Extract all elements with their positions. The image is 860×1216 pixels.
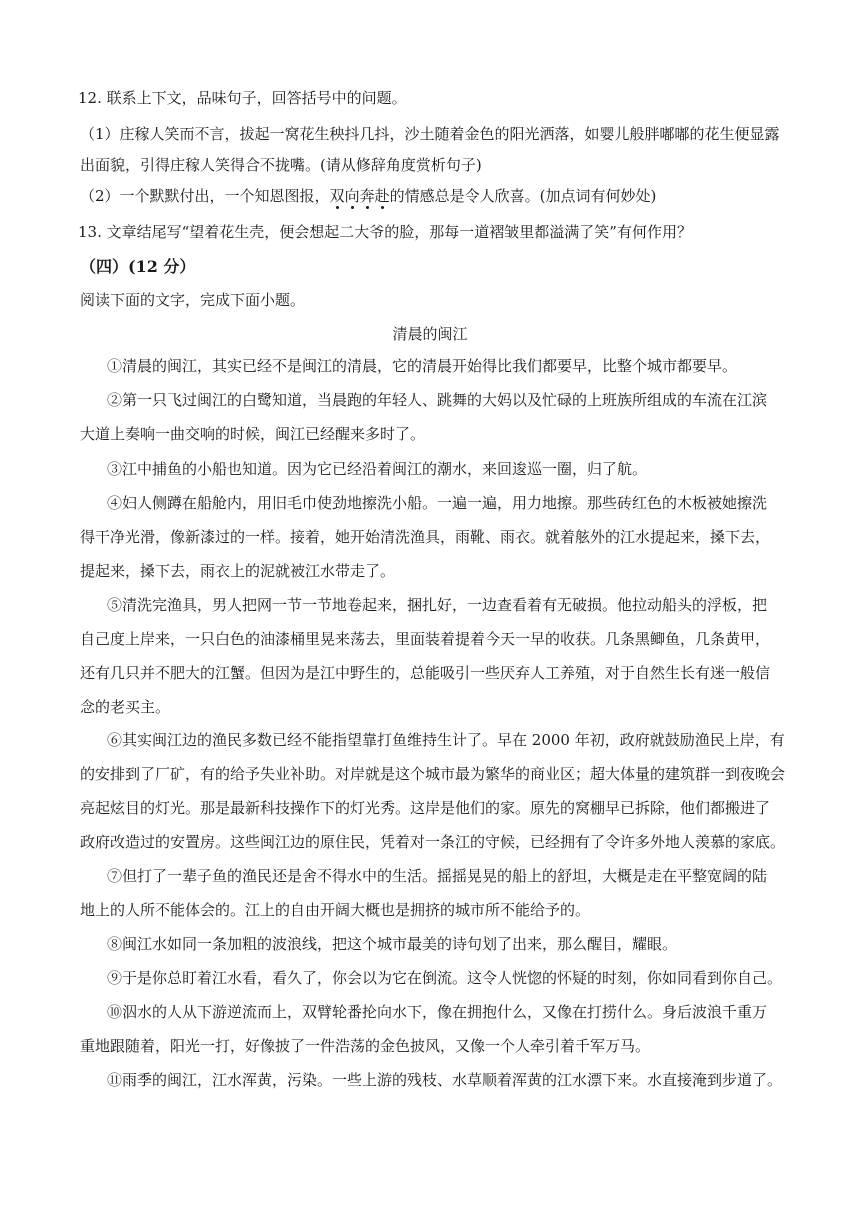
paragraph-2-line2: 大道上奏响一曲交响的时候，闽江已经醒来多时了。 <box>80 425 426 443</box>
paragraph-3: ③江中捕鱼的小船也知道。因为它已经沿着闽江的潮水，来回逡巡一圈，归了航。 <box>107 460 648 478</box>
paragraph-10-line2: 重地跟随着，阳光一打，好像披了一件浩荡的金色披风，又像一个人牵引着千军万马。 <box>80 1037 651 1055</box>
dotted-char: 向 <box>344 187 360 205</box>
paragraph-7-line1: ⑦但打了一辈子鱼的渔民还是舍不得水中的生活。摇摇晃晃的船上的舒坦，大概是走在平整宽阔的陆 <box>107 867 768 885</box>
paragraph-8: ⑧闽江水如同一条加粗的波浪线，把这个城市最美的诗句划了出来，那么醒目，耀眼。 <box>107 935 678 953</box>
paragraph-10-line1: ⑩泅水的人从下游逆流而上，双臂轮番抡向水下，像在拥抱什么，又像在打捞什么。身后波浪千重万 <box>107 1003 768 1021</box>
paragraph-2-line1: ②第一只飞过闽江的白鹭知道，当晨跑的年轻人、跳舞的大妈以及忙碌的上班族所组成的车流在江滨 <box>107 391 768 409</box>
question-12-stem: 12. 联系上下文，品味句子，回答括号中的问题。 <box>78 89 407 107</box>
paragraph-5-line2: 自己度上岸来，一只白色的油漆桶里晃来荡去，里面装着提着今天一早的收获。几条黑鲫鱼，几条黄甲， <box>80 630 771 648</box>
dotted-char: 双 <box>329 187 345 205</box>
paragraph-6-line4: 政府改造过的安置房。这些闽江边的原住民，凭着对一条江的守候，已经拥有了令许多外地人羡慕的家底。 <box>80 833 786 851</box>
question-13-stem: 13. 文章结尾写“望着花生壳，便会想起二大爷的脸，那每一道褶皱里都溢满了笑”有何作用？ <box>78 223 692 241</box>
paragraph-5-line3: 还有几只并不肥大的江蟹。但因为是江中野生的，总能吸引一些厌弃人工养殖，对于自然生长有迷一般信 <box>80 664 771 682</box>
paragraph-6-line2: 的安排到了厂矿，有的给予失业补助。对岸就是这个城市最为繁华的商业区；超大体量的建筑群一到夜晚会 <box>80 765 786 783</box>
question-12-sub2-prefix: （2）一个默默付出，一个知恩图报， <box>80 187 330 205</box>
paragraph-4-line3: 提起来，搡下去，雨衣上的泥就被江水带走了。 <box>80 562 396 580</box>
article-title: 清晨的闽江 <box>392 325 468 343</box>
dotted-char: 奔 <box>359 187 375 205</box>
paragraph-5-line1: ⑤清洗完渔具，男人把网一节一节地卷起来，捆扎好，一边查看着有无破损。他拉动船头的浮板，把 <box>107 596 768 614</box>
paragraph-9: ⑨于是你总盯着江水看，看久了，你会以为它在倒流。这令人恍惚的怀疑的时刻，你如同看到你自己。 <box>107 969 783 987</box>
paragraph-4-line2: 得干净光滑，像新漆过的一样。接着，她开始清洗渔具，雨靴、雨衣。就着舷外的江水提起来，搡下去， <box>80 528 771 546</box>
paragraph-4-line1: ④妇人侧蹲在船舱内，用旧毛巾使劲地擦洗小船。一遍一遍，用力地擦。那些砖红色的木板被她擦洗 <box>107 494 768 512</box>
section-instruction: 阅读下面的文字，完成下面小题。 <box>80 291 306 309</box>
paragraph-7-line2: 地上的人所不能体会的。江上的自由开阔大概也是拥挤的城市所不能给予的。 <box>80 901 591 919</box>
paragraph-1: ①清晨的闽江，其实已经不是闽江的清晨，它的清晨开始得比我们都要早，比整个城市都要早。 <box>107 357 738 375</box>
paragraph-6-line3: 亮起炫目的灯光。那是最新科技操作下的灯光秀。这岸是他们的家。原先的窝棚早已拆除，他们都搬进了 <box>80 799 771 817</box>
section-heading: （四）(12 分） <box>80 257 196 276</box>
question-12-sub2-suffix: 的情感总是令人欣喜。(加点词有何妙处) <box>389 187 657 205</box>
dotted-char: 赴 <box>374 187 390 205</box>
paragraph-5-line4: 念的老买主。 <box>80 698 171 716</box>
question-12-sub1-line2: 出面貌，引得庄稼人笑得合不拢嘴。(请从修辞角度赏析句子) <box>80 156 482 174</box>
paragraph-6-line1: ⑥其实闽江边的渔民多数已经不能指望靠打鱼维持生计了。早在 2000 年初，政府就鼓励渔民上岸，有 <box>107 731 785 749</box>
paragraph-11-line1: ⑪雨季的闽江，江水浑黄，污染。一些上游的残枝、水草顺着浑黄的江水漂下来。水直接淹到步道了。 <box>107 1071 783 1089</box>
question-12-sub1-line1: （1）庄稼人笑而不言，拔起一窝花生秧抖几抖，沙土随着金色的阳光洒落，如婴儿般胖嘟嘟的花生便显露 <box>80 125 780 143</box>
question-12-sub2 <box>80 186 656 206</box>
